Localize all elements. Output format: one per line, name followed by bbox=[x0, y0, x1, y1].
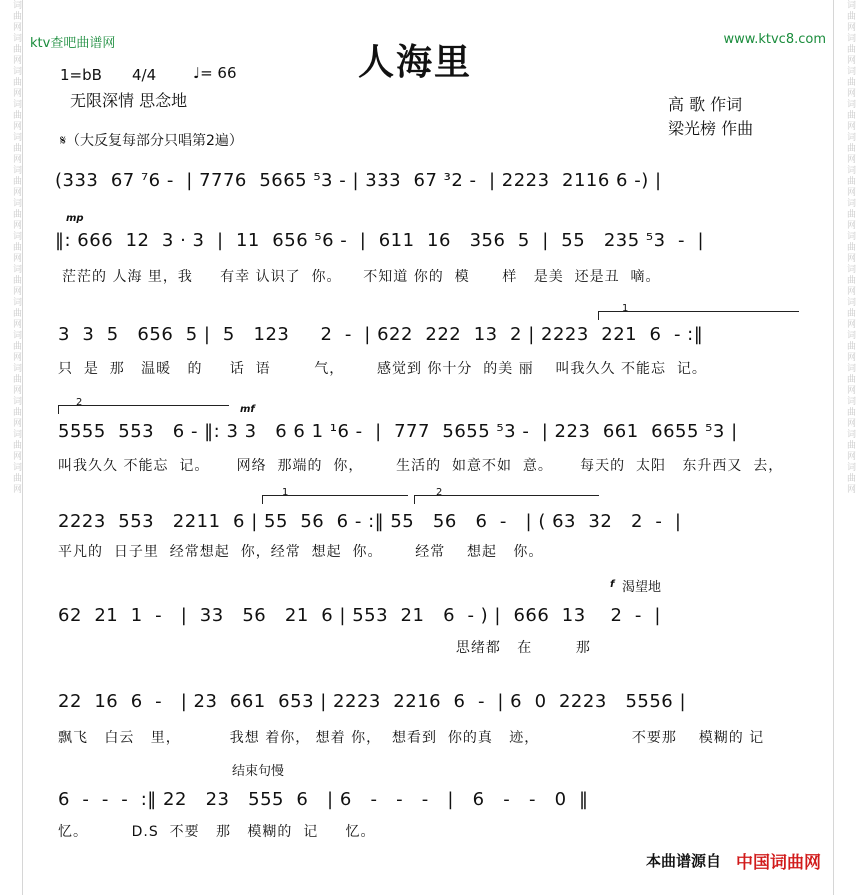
dynamic-mf: mf bbox=[240, 404, 255, 415]
dynamic-mp: mp bbox=[66, 213, 84, 224]
site-watermark-right[interactable]: www.ktvc8.com bbox=[723, 32, 826, 47]
lyrics-row: 思绪都 在 那 bbox=[58, 640, 591, 656]
footer-brand-link[interactable]: 中国词曲网 bbox=[736, 853, 821, 873]
footer-source-label: 本曲谱源自 bbox=[645, 852, 721, 870]
notation-row: 2223 553 2211 6 | 55 56 6 - :‖ 55 56 6 - | ( 63 32 2 - | bbox=[58, 511, 682, 532]
tempo-mark: ♩= 66 bbox=[193, 64, 237, 82]
lyrics-row: 忆。 D.S 不要 那 模糊的 记 忆。 bbox=[58, 824, 376, 840]
volta-bracket-2 bbox=[58, 405, 229, 414]
composer-credit: 梁光榜 作曲 bbox=[668, 119, 754, 138]
site-watermark-left[interactable]: ktv查吧曲谱网 bbox=[30, 36, 116, 51]
dynamic-f: f bbox=[610, 579, 615, 590]
repeat-instruction: 𝄋（大反复每部分只唱第2遍） bbox=[60, 133, 243, 149]
notation-row: 6 - - - :‖ 22 23 555 6 | 6 - - - | 6 - - 0 ‖ bbox=[58, 789, 589, 810]
volta-number: 2 bbox=[76, 397, 83, 408]
lyrics-row: 只 是 那 温暖 的 话 语 气， 感觉到 你十分 的美 丽 叫我久久 不能忘 记。 bbox=[58, 361, 707, 377]
song-title: 人海里 bbox=[358, 42, 473, 83]
lyrics-row: 飘飞 白云 里， 我想 着你， 想着 你， 想看到 你的真 迹， 不要那 模糊的 记 bbox=[58, 730, 765, 746]
expression-mark: 无限深情 思念地 bbox=[70, 91, 188, 110]
right-edge-watermark: 词曲网词曲网词曲网词曲网词曲网词曲网词曲网词曲网词曲网词曲网词曲网词曲网词曲网词曲网词曲网 bbox=[833, 0, 856, 895]
volta-number: 1 bbox=[622, 303, 629, 314]
volta-number: 1 bbox=[282, 487, 289, 498]
lyrics-row: 叫我久久 不能忘 记。 网络 那端的 你， 生活的 如意不如 意。 每天的 太阳 东升西又 去， bbox=[58, 458, 784, 474]
notation-row: 22 16 6 - | 23 661 653 | 2223 2216 6 - | 6 0 2223 5556 | bbox=[58, 691, 687, 712]
ending-instruction: 结束句慢 bbox=[232, 764, 285, 779]
lyrics-row: 平凡的 日子里 经常想起 你，经常 想起 你。 经常 想起 你。 bbox=[58, 544, 544, 560]
left-edge-watermark: 词曲网词曲网词曲网词曲网词曲网词曲网词曲网词曲网词曲网词曲网词曲网词曲网词曲网词曲网词曲网 bbox=[0, 0, 23, 895]
notation-row: ‖: 666 12 3 · 3 | 11 656 ⁵6 - | 611 16 356 5 | 55 235 ⁵3 - | bbox=[55, 230, 705, 251]
key-signature: 1=bB bbox=[60, 66, 102, 84]
notation-row: 5555 553 6 - ‖: 3 3 6 6 1 ¹6 - | 777 5655 ⁵3 - | 223 661 6655 ⁵3 | bbox=[58, 421, 738, 442]
lyricist-credit: 高 歌 作词 bbox=[668, 95, 743, 114]
time-signature: 4/4 bbox=[132, 66, 157, 84]
notation-row: (333 67 ⁷6 - | 7776 5665 ⁵3 - | 333 67 ³2 - | 2223 2116 6 -) | bbox=[55, 170, 662, 191]
lyrics-row: 茫茫的 人海 里，我 有幸 认识了 你。 不知道 你的 模 样 是美 还是丑 嘀。 bbox=[62, 269, 661, 285]
notation-row: 62 21 1 - | 33 56 21 6 | 553 21 6 - ) | 666 13 2 - | bbox=[58, 605, 661, 626]
expression-mark: 渴望地 bbox=[622, 580, 662, 595]
volta-number: 2 bbox=[436, 487, 443, 498]
notation-row: 3 3 5 656 5 | 5 123 2 - | 622 222 13 2 | 2223 221 6 - :‖ bbox=[58, 324, 704, 345]
